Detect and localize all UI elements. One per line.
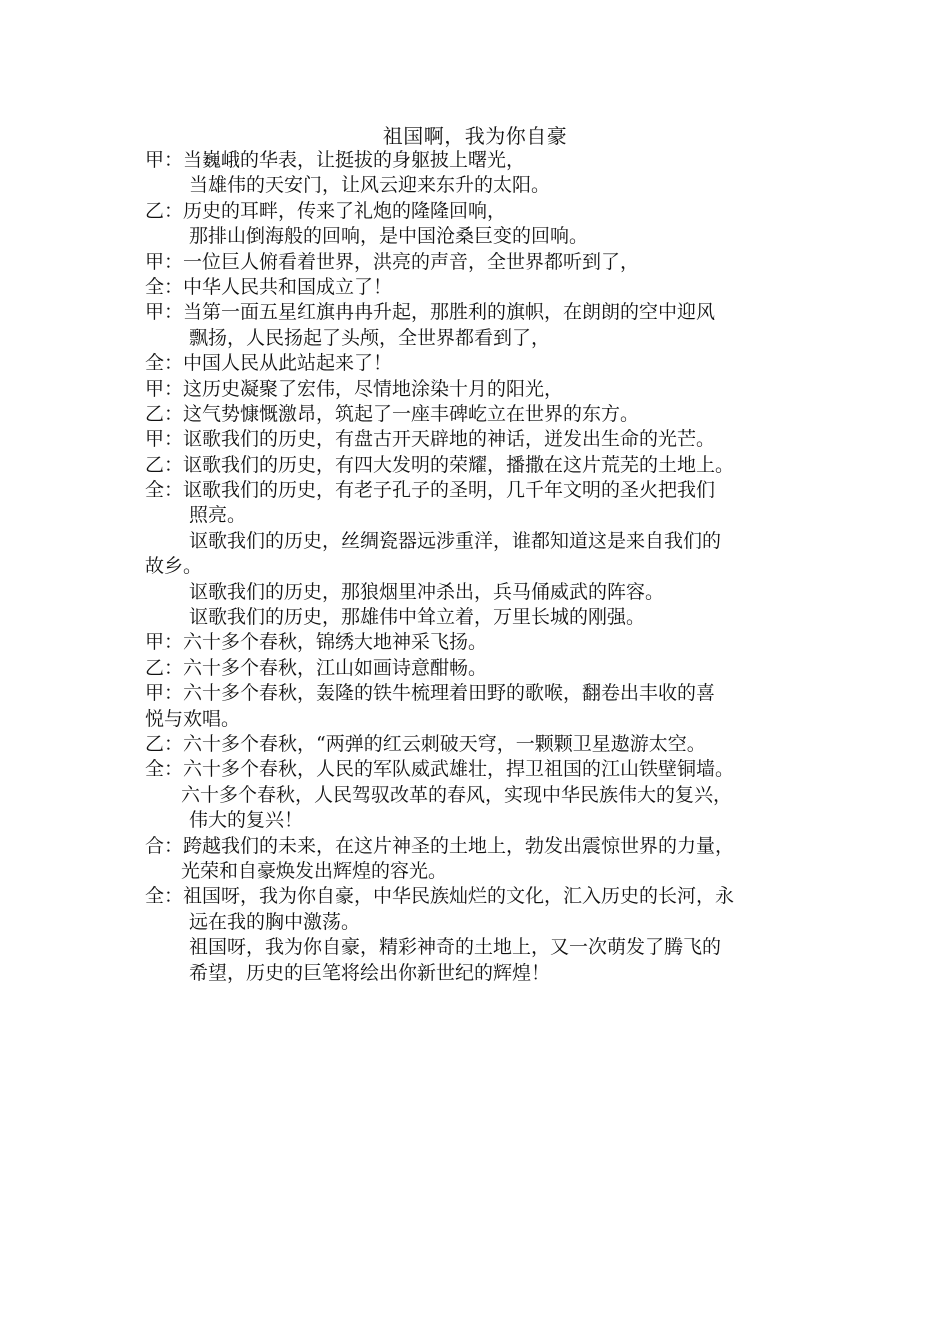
document-body bbox=[145, 148, 813, 986]
text-line: 照亮。 bbox=[189, 504, 247, 527]
text-line: 六十多个春秋，人民驾驭改革的春风，实现中华民族伟大的复兴， bbox=[181, 783, 733, 806]
text-line: 甲：六十多个春秋，锦绣大地神采飞扬。 bbox=[145, 631, 488, 654]
text-line: 合：跨越我们的未来，在这片神圣的土地上，勃发出震惊世界的力量， bbox=[145, 834, 735, 857]
text-line: 飘扬，人民扬起了头颅，全世界都看到了， bbox=[189, 326, 551, 349]
text-line: 甲：这历史凝聚了宏伟，尽情地涂染十月的阳光， bbox=[145, 377, 564, 400]
text-line: 那排山倒海般的回响，是中国沧桑巨变的回响。 bbox=[189, 225, 589, 248]
text-line: 祖国呀，我为你自豪，精彩神奇的土地上，又一次萌发了腾飞的 bbox=[189, 936, 722, 959]
text-line: 全：六十多个春秋，人民的军队威武雄壮，捍卫祖国的江山铁壁铜墙。 bbox=[145, 758, 735, 781]
text-line: 全：中国人民从此站起来了！ bbox=[145, 352, 393, 375]
text-line: 乙：六十多个春秋，江山如画诗意酣畅。 bbox=[145, 656, 488, 679]
text-line: 讴歌我们的历史，丝绸瓷器远涉重洋，谁都知道这是来自我们的 bbox=[189, 529, 722, 552]
text-line: 乙：历史的耳畔，传来了礼炮的隆隆回响， bbox=[145, 199, 507, 222]
text-line: 光荣和自豪焕发出辉煌的容光。 bbox=[181, 859, 448, 882]
text-line: 故乡。 bbox=[145, 555, 203, 578]
text-line: 全：中华人民共和国成立了！ bbox=[145, 275, 393, 298]
text-line: 远在我的胸中激荡。 bbox=[189, 910, 361, 933]
text-line: 乙：六十多个春秋，“两弹的红云刺破天穹，一颗颗卫星遨游太空。 bbox=[145, 732, 706, 755]
text-line: 全：祖国呀，我为你自豪，中华民族灿烂的文化，汇入历史的长河，永 bbox=[145, 885, 735, 908]
text-line: 乙：讴歌我们的历史，有四大发明的荣耀，播撒在这片荒芜的土地上。 bbox=[145, 453, 735, 476]
text-line: 悦与欢唱。 bbox=[145, 707, 241, 730]
text-line: 讴歌我们的历史，那狼烟里冲杀出，兵马俑威武的阵容。 bbox=[189, 580, 665, 603]
text-line: 甲：一位巨人俯看着世界，洪亮的声音，全世界都听到了， bbox=[145, 250, 640, 273]
text-line: 甲：讴歌我们的历史，有盘古开天辟地的神话，迸发出生命的光芒。 bbox=[145, 428, 716, 451]
text-line: 甲：当第一面五星红旗冉冉升起，那胜利的旗帜，在朗朗的空中迎风 bbox=[145, 301, 716, 324]
document-title: 祖国啊，我为你自豪 bbox=[382, 124, 568, 148]
text-line: 当雄伟的天安门，让风云迎来东升的太阳。 bbox=[189, 174, 551, 197]
text-line: 甲：当巍峨的华表，让挺拔的身躯披上曙光， bbox=[145, 149, 526, 171]
text-line: 希望，历史的巨笔将绘出你新世纪的辉煌！ bbox=[189, 961, 551, 984]
text-line: 甲：六十多个春秋，轰隆的铁牛梳理着田野的歌喉，翻卷出丰收的喜 bbox=[145, 682, 716, 705]
text-line: 伟大的复兴！ bbox=[189, 809, 304, 832]
text-line: 乙：这气势慷慨激昂，筑起了一座丰碑屹立在世界的东方。 bbox=[145, 402, 640, 425]
text-line: 全：讴歌我们的历史，有老子孔子的圣明，几千年文明的圣火把我们 bbox=[145, 479, 716, 502]
text-line: 讴歌我们的历史，那雄伟中耸立着，万里长城的刚强。 bbox=[189, 606, 646, 629]
